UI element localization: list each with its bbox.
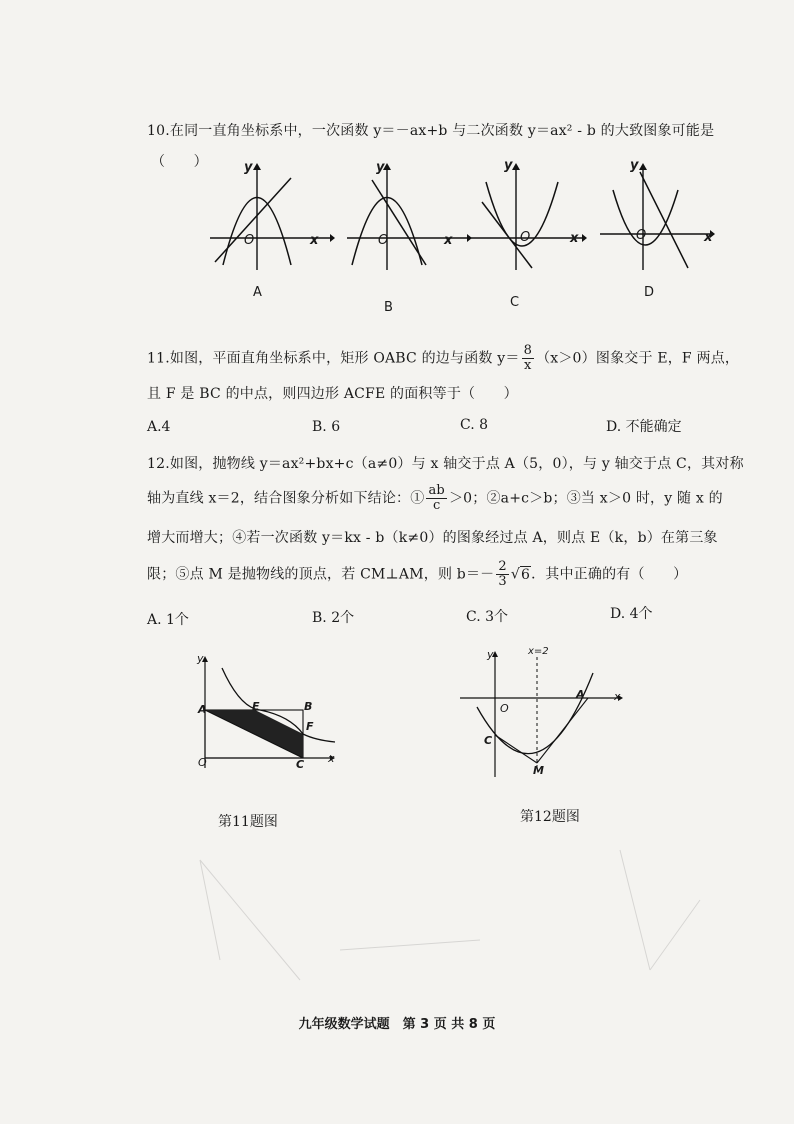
q12-frac-den: c [432,498,441,513]
fig12-label-c: C [484,734,493,747]
fig11-label-o: O [198,756,207,769]
fig12-label-axis: x=2 [528,646,549,657]
q11-line2: 且 F 是 BC 的中点，则四边形 ACFE 的面积等于（ ） [147,386,518,402]
q12-line3: 增大而增大；④若一次函数 y＝kx - b（k≠0）的图象经过点 A，则点 E（k，b）在第三象 [147,530,718,546]
fig11-label-c: C [296,758,305,771]
q10-graph-b [342,160,472,275]
fig11-label-e: E [252,700,260,713]
q10-d-y-label: y [630,158,639,173]
q12-option-a: A. 1个 [147,612,189,628]
q12-line2 [147,484,723,513]
q11-line1-post: （x＞0）图象交于 E，F 两点， [536,350,740,367]
q10-graph-c [464,160,594,275]
q10-b-label: B [384,300,393,315]
fig12-label-a: A [576,688,585,701]
q10-a-x-label: x [310,233,319,248]
q12-b-frac-num: 2 [498,559,507,574]
q11-option-a: A.4 [147,419,171,435]
q10-graph-d [598,160,723,275]
q11-option-d: D. 不能确定 [606,419,682,435]
q12-option-d: D. 4个 [610,606,653,622]
page-footer: 九年级数学试题 第 3 页 共 8 页 [298,1017,496,1032]
q10-b-y-label: y [376,160,385,175]
q10-a-origin: O [244,233,255,248]
fig12-label-y: y [487,648,494,661]
fig11-label-a: A [198,703,207,716]
q12-line2-pre: 轴为直线 x＝2，结合图象分析如下结论：① [147,490,425,507]
fig11-label-y: y [197,652,204,665]
q10-d-x-label: x [704,230,713,245]
q10-a-label: A [253,285,262,300]
q11-fraction [522,344,534,373]
q10-bracket: （ ） [151,154,208,170]
q12-sqrt-val: 6 [520,566,531,583]
q12-line1: 12.如图，抛物线 y＝ax²+bx+c（a≠0）与 x 轴交于点 A（5，0），与 y 轴交于点 C，其对称 [147,456,744,472]
q10-c-y-label: y [504,158,513,173]
q11-line1-pre: 11.如图，平面直角坐标系中，矩形 OABC 的边与函数 y＝ [147,350,520,367]
q11-frac-den: x [524,358,532,373]
fig12-caption: 第12题图 [520,809,580,825]
q11-option-b: B. 6 [312,419,341,435]
bleed-through-sketch [180,840,720,1000]
q10-c-origin: O [520,230,531,245]
fig12-label-m: M [533,764,544,777]
q10-b-origin: O [378,233,389,248]
fig12-label-x: x [614,690,621,703]
q12-b-fraction [496,560,508,589]
q10-a-y-label: y [244,160,253,175]
fig11-caption: 第11题图 [218,814,278,830]
q12-fraction [426,484,446,513]
q11-frac-num: 8 [523,343,533,358]
q10-c-label: C [510,295,520,310]
q12-sqrt: √6 [510,566,531,583]
q10-c-x-label: x [570,231,579,246]
q12-line4-pre: 限；⑤点 M 是抛物线的顶点，若 CM⊥AM，则 b＝－ [147,566,495,583]
fig11-label-f: F [306,720,314,733]
q10-d-origin: O [636,228,647,243]
q10-b-x-label: x [444,233,453,248]
q10-d-label: D [644,285,655,300]
fig11-label-b: B [304,700,313,713]
q11-line1 [147,344,739,373]
fig11-label-x: x [328,752,335,765]
q12-frac-num: ab [428,483,445,498]
fig12-diagram [455,645,630,780]
fig12-label-o: O [500,702,509,715]
q12-option-c: C. 3个 [466,609,509,625]
q11-option-c: C. 8 [460,417,489,433]
q10-text: 10.在同一直角坐标系中，一次函数 y＝－ax+b 与二次函数 y＝ax² - b 的大致图象可能是 [147,123,715,139]
q12-b-frac-den: 3 [498,574,507,589]
q12-line2-post: ＞0；②a+c＞b；③当 x＞0 时，y 随 x 的 [448,490,723,507]
q12-line4 [147,560,687,589]
q12-option-b: B. 2个 [312,610,355,626]
q10-graph-a [205,160,335,275]
q12-line4-post: ．其中正确的有（ ） [531,566,688,583]
